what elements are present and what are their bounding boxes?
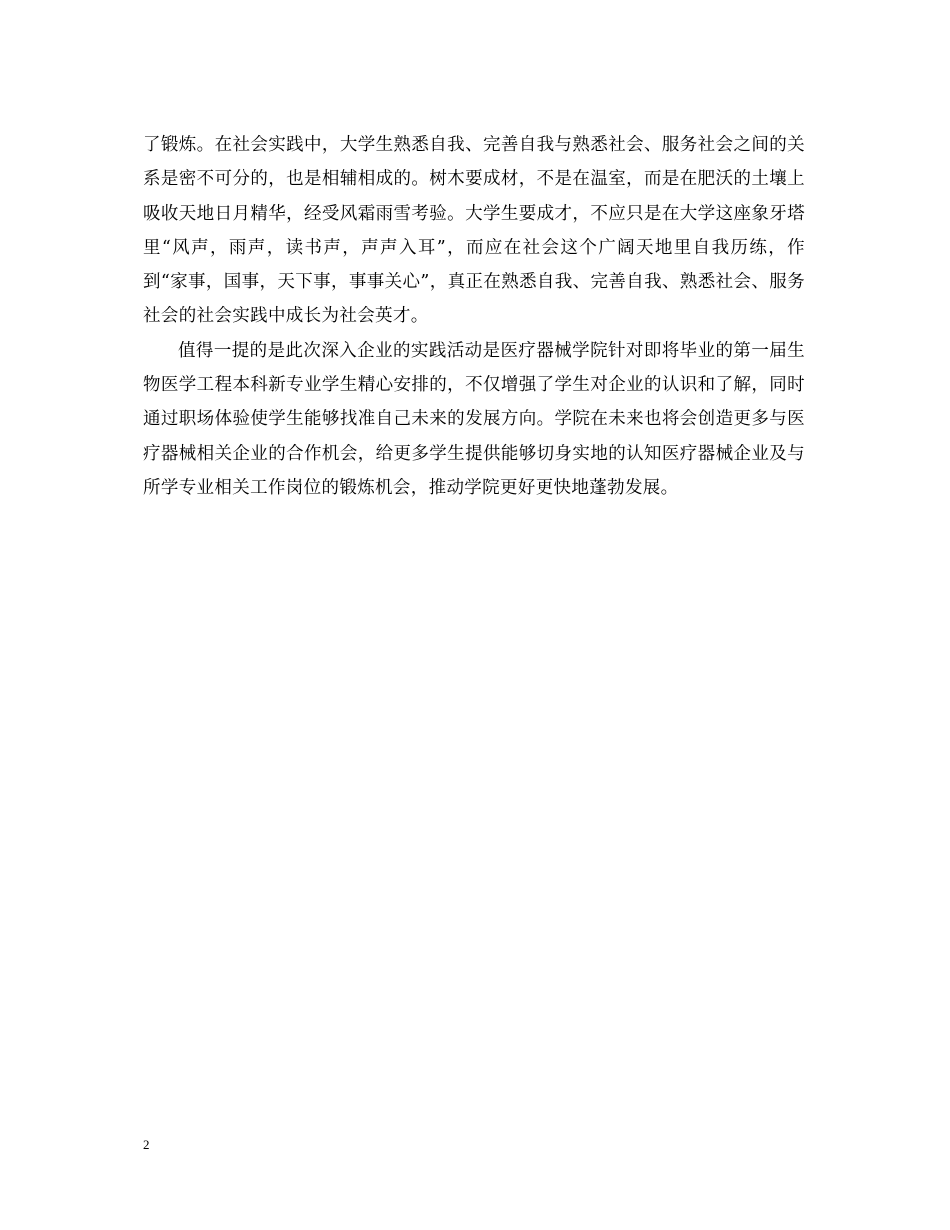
page-number: 2 xyxy=(143,1137,150,1152)
body-text xyxy=(143,128,805,505)
paragraph-continuation: 了锻炼。在社会实践中，大学生熟悉自我、完善自我与熟悉社会、服务社会之间的关系是密不可分的，也是相辅相成的。树木要成材，不是在温室，而是在肥沃的土壤上吸收天地日月精华，经受风霜雨雪考验。大学生要成才，不应只是在大学这座象牙塔里“风声，雨声，读书声，声声入耳”，而应在社会这个广阔天地里自我历练，作到“家事，国事，天下事，事事关心”，真正在熟悉自我、完善自我、熟悉社会、服务社会的社会实践中成长为社会英才。 xyxy=(143,135,805,327)
paragraph-practice-activity: 值得一提的是此次深入企业的实践活动是医疗器械学院针对即将毕业的第一届生物医学工程本科新专业学生精心安排的，不仅增强了学生对企业的认识和了解，同时通过职场体验使学生能够找准自己未来的发展方向。学院在未来也将会创造更多与医疗器械相关企业的合作机会，给更多学生提供能够切身实地的认知医疗器械企业及与所学专业相关工作岗位的锻炼机会，推动学院更好更快地蓬勃发展。 xyxy=(143,340,805,498)
